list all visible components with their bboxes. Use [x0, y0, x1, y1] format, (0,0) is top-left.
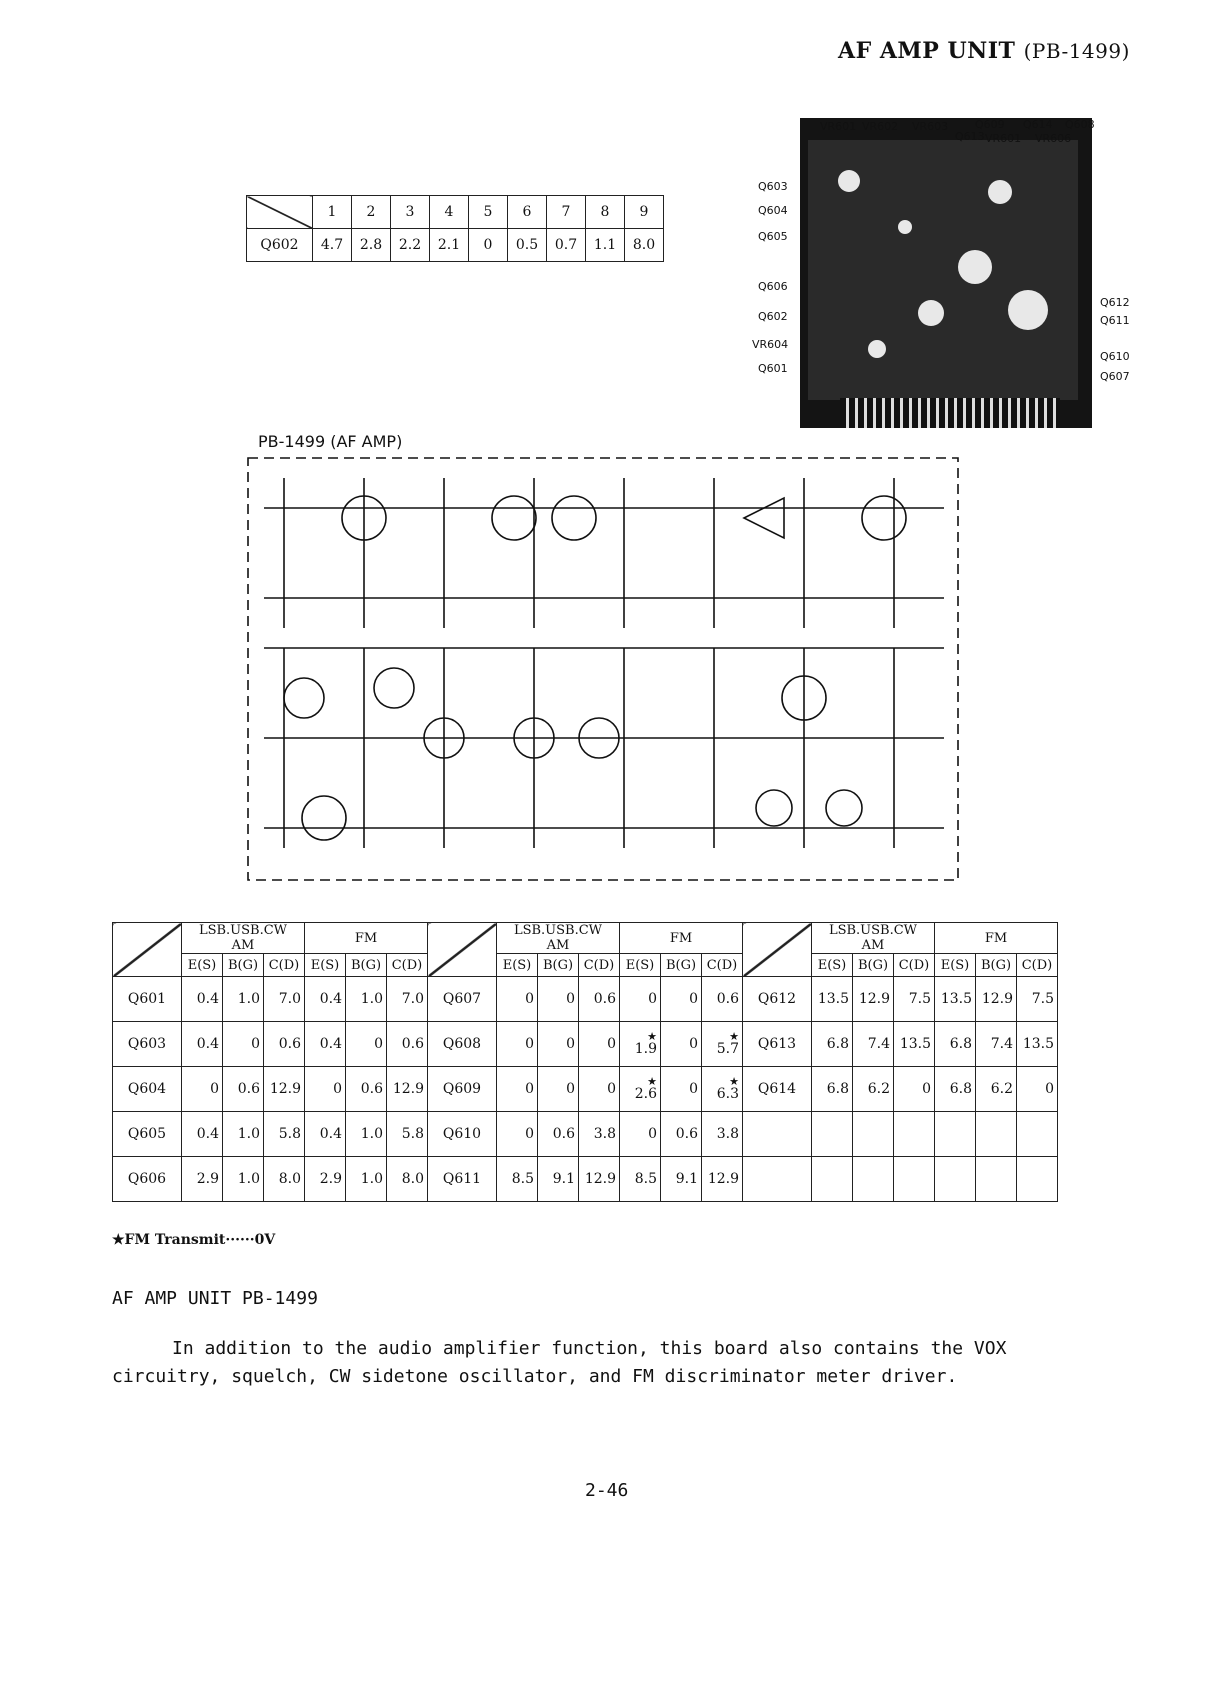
photo-label: VR606	[1035, 132, 1072, 145]
photo-label: Q608	[1065, 118, 1095, 131]
voltage-cell: 12.9	[387, 1067, 428, 1112]
schematic-diagram	[244, 448, 962, 886]
voltage-cell: 0.6	[702, 977, 743, 1022]
pin-value: 2.2	[391, 229, 430, 262]
voltage-cell: 2.9	[305, 1157, 346, 1202]
voltage-cell: 12.9	[702, 1157, 743, 1202]
photo-label: Q613	[955, 130, 985, 143]
schematic-title: PB-1499 (AF AMP)	[258, 432, 403, 451]
star-marker: ★	[729, 1029, 739, 1043]
edge-connector	[840, 398, 1060, 428]
transistor-label: Q612	[743, 977, 812, 1022]
table-row	[113, 1112, 1058, 1157]
voltage-cell: 0	[182, 1067, 223, 1112]
voltage-cell: 0.6	[538, 1112, 579, 1157]
pin-number: 7	[547, 196, 586, 229]
table-subheader-row: E(S) B(G) C(D) E(S) B(G) C(D) E(S) B(G) C(D) E(S) B(G) C(D) E(S) B(G) C(D) E(S) B(G) C(D)	[113, 954, 1058, 977]
voltage-cell: 0.4	[305, 1022, 346, 1067]
transistor-voltage-table	[112, 922, 1058, 1202]
transistor-label	[743, 1112, 812, 1157]
voltage-cell: 0	[305, 1067, 346, 1112]
voltage-cell	[702, 1067, 743, 1112]
star-marker: ★	[729, 1074, 739, 1088]
voltage-cell: 0.6	[661, 1112, 702, 1157]
photo-label: Q612	[1100, 296, 1130, 309]
voltage-cell: 9.1	[661, 1157, 702, 1202]
voltage-cell: 0	[538, 1022, 579, 1067]
pin-number: 4	[430, 196, 469, 229]
voltage-cell: 6.8	[812, 1022, 853, 1067]
voltage-cell: 12.9	[264, 1067, 305, 1112]
photo-label: VR601	[820, 120, 857, 133]
photo-label: Q607	[1100, 370, 1130, 383]
star-marker: ★	[647, 1074, 657, 1088]
photo-label: Q601	[758, 362, 788, 375]
photo-label: VR601	[985, 132, 1022, 145]
voltage-value: 1.9	[634, 1040, 657, 1057]
voltage-cell	[976, 1157, 1017, 1202]
voltage-cell: 0	[661, 1022, 702, 1067]
voltage-cell	[976, 1112, 1017, 1157]
voltage-cell: 7.0	[387, 977, 428, 1022]
voltage-cell: 3.8	[579, 1112, 620, 1157]
voltage-cell: 0.4	[182, 1112, 223, 1157]
row-label: Q602	[247, 229, 313, 262]
voltage-cell: 12.9	[579, 1157, 620, 1202]
voltage-cell	[935, 1112, 976, 1157]
voltage-cell: 7.4	[976, 1022, 1017, 1067]
photo-label: Q609	[975, 118, 1005, 131]
voltage-cell: 8.0	[387, 1157, 428, 1202]
voltage-cell: 0	[538, 1067, 579, 1112]
voltage-cell: 6.2	[853, 1067, 894, 1112]
voltage-cell: 7.5	[1017, 977, 1058, 1022]
transistor-label: Q604	[113, 1067, 182, 1112]
voltage-cell: 0	[497, 977, 538, 1022]
voltage-cell: 7.0	[264, 977, 305, 1022]
photo-label: VR604	[752, 338, 789, 351]
star-marker: ★	[647, 1029, 657, 1043]
voltage-cell: 0.6	[223, 1067, 264, 1112]
pin-number: 9	[625, 196, 664, 229]
pin-value: 0.7	[547, 229, 586, 262]
table-row	[113, 1157, 1058, 1202]
page-number: 2-46	[585, 1480, 629, 1501]
voltage-cell: 1.0	[346, 1112, 387, 1157]
voltage-cell: 0	[497, 1112, 538, 1157]
transistor-label: Q613	[743, 1022, 812, 1067]
transistor-label	[743, 1157, 812, 1202]
voltage-cell: 0	[538, 977, 579, 1022]
transistor-label: Q611	[428, 1157, 497, 1202]
voltage-cell: 13.5	[894, 1022, 935, 1067]
voltage-cell: 8.5	[620, 1157, 661, 1202]
footnote: ★FM Transmit······0V	[112, 1232, 276, 1248]
pin-value: 8.0	[625, 229, 664, 262]
pin-number: 6	[508, 196, 547, 229]
transistor-label: Q601	[113, 977, 182, 1022]
voltage-cell: 6.2	[976, 1067, 1017, 1112]
voltage-cell: 8.5	[497, 1157, 538, 1202]
voltage-cell: 12.9	[976, 977, 1017, 1022]
voltage-cell: 2.9	[182, 1157, 223, 1202]
pin-header-row	[247, 196, 664, 229]
voltage-cell: 7.5	[894, 977, 935, 1022]
voltage-cell	[812, 1157, 853, 1202]
voltage-cell: 6.8	[812, 1067, 853, 1112]
page-title: AF AMP UNIT (PB-1499)	[838, 38, 1130, 64]
voltage-cell: 5.8	[387, 1112, 428, 1157]
voltage-cell: 0	[346, 1022, 387, 1067]
pin-number: 5	[469, 196, 508, 229]
transistor-label: Q607	[428, 977, 497, 1022]
board-photo	[800, 118, 1092, 428]
voltage-cell: 0	[894, 1067, 935, 1112]
voltage-cell	[620, 1067, 661, 1112]
voltage-cell: 0	[579, 1067, 620, 1112]
photo-label: Q611	[1100, 314, 1130, 327]
pin-value-row	[247, 229, 664, 262]
voltage-cell	[935, 1157, 976, 1202]
voltage-cell: 1.0	[223, 977, 264, 1022]
pin-number: 8	[586, 196, 625, 229]
voltage-cell	[1017, 1112, 1058, 1157]
voltage-cell: 6.8	[935, 1022, 976, 1067]
voltage-cell	[620, 1022, 661, 1067]
voltage-cell: 1.0	[346, 1157, 387, 1202]
pin-value: 0	[469, 229, 508, 262]
photo-label: VR602	[862, 120, 899, 133]
photo-label: VR603	[912, 120, 949, 133]
pin-value: 4.7	[313, 229, 352, 262]
voltage-cell: 0.4	[305, 1112, 346, 1157]
voltage-cell: 1.0	[223, 1112, 264, 1157]
photo-label: Q604	[758, 204, 788, 217]
photo-label: Q602	[758, 310, 788, 323]
photo-label: Q610	[1100, 350, 1130, 363]
voltage-value: 2.6	[634, 1085, 657, 1102]
transistor-label: Q609	[428, 1067, 497, 1112]
voltage-cell: 0	[497, 1067, 538, 1112]
voltage-cell	[853, 1157, 894, 1202]
pin-number: 3	[391, 196, 430, 229]
pin-value: 2.1	[430, 229, 469, 262]
photo-label: Q605	[758, 230, 788, 243]
voltage-cell: 0.4	[305, 977, 346, 1022]
voltage-cell: 0	[661, 1067, 702, 1112]
transistor-label: Q614	[743, 1067, 812, 1112]
voltage-cell: 0.4	[182, 977, 223, 1022]
voltage-cell	[1017, 1157, 1058, 1202]
pcb-board	[808, 140, 1078, 400]
voltage-cell: 12.9	[853, 977, 894, 1022]
table-row	[113, 1067, 1058, 1112]
voltage-cell: 1.0	[346, 977, 387, 1022]
voltage-value: 5.7	[716, 1040, 739, 1057]
voltage-cell: 0.6	[264, 1022, 305, 1067]
voltage-cell: 0	[661, 977, 702, 1022]
transistor-label: Q605	[113, 1112, 182, 1157]
voltage-cell	[702, 1022, 743, 1067]
voltage-cell: 0	[620, 977, 661, 1022]
table-row	[113, 977, 1058, 1022]
pin-voltage-table	[246, 195, 664, 262]
voltage-cell	[894, 1157, 935, 1202]
voltage-cell: 0	[620, 1112, 661, 1157]
voltage-cell: 1.0	[223, 1157, 264, 1202]
voltage-cell: 0	[1017, 1067, 1058, 1112]
section-title: AF AMP UNIT PB-1499	[112, 1288, 318, 1309]
photo-label: Q606	[758, 280, 788, 293]
voltage-cell: 6.8	[935, 1067, 976, 1112]
transistor-label: Q608	[428, 1022, 497, 1067]
voltage-cell	[894, 1112, 935, 1157]
voltage-cell: 13.5	[935, 977, 976, 1022]
voltage-cell: 0	[497, 1022, 538, 1067]
voltage-cell: 0.6	[579, 977, 620, 1022]
voltage-cell: 3.8	[702, 1112, 743, 1157]
pin-value: 2.8	[352, 229, 391, 262]
voltage-cell: 0.6	[387, 1022, 428, 1067]
voltage-cell	[853, 1112, 894, 1157]
voltage-cell	[812, 1112, 853, 1157]
voltage-cell: 0	[223, 1022, 264, 1067]
photo-label: Q614	[1023, 118, 1053, 131]
voltage-value: 6.3	[716, 1085, 739, 1102]
voltage-cell: 13.5	[812, 977, 853, 1022]
voltage-cell: 0.4	[182, 1022, 223, 1067]
voltage-cell: 9.1	[538, 1157, 579, 1202]
pin-number: 1	[313, 196, 352, 229]
voltage-cell: 13.5	[1017, 1022, 1058, 1067]
voltage-cell: 8.0	[264, 1157, 305, 1202]
table-header-row: LSB.USB.CW AM FM LSB.USB.CW AM FM LSB.USB.CW AM FM	[113, 923, 1058, 954]
transistor-label: Q610	[428, 1112, 497, 1157]
pin-value: 0.5	[508, 229, 547, 262]
pin-value: 1.1	[586, 229, 625, 262]
voltage-cell: 0.6	[346, 1067, 387, 1112]
voltage-cell: 5.8	[264, 1112, 305, 1157]
table-row	[113, 1022, 1058, 1067]
pin-number: 2	[352, 196, 391, 229]
description-paragraph: In addition to the audio amplifier function, this board also contains the VOX circuitry, squelch, CW sidetone oscillator, and FM discriminator meter driver.	[112, 1338, 1007, 1387]
voltage-cell: 0	[579, 1022, 620, 1067]
table-corner	[247, 196, 313, 229]
transistor-label: Q606	[113, 1157, 182, 1202]
voltage-cell: 7.4	[853, 1022, 894, 1067]
photo-label: Q603	[758, 180, 788, 193]
transistor-label: Q603	[113, 1022, 182, 1067]
